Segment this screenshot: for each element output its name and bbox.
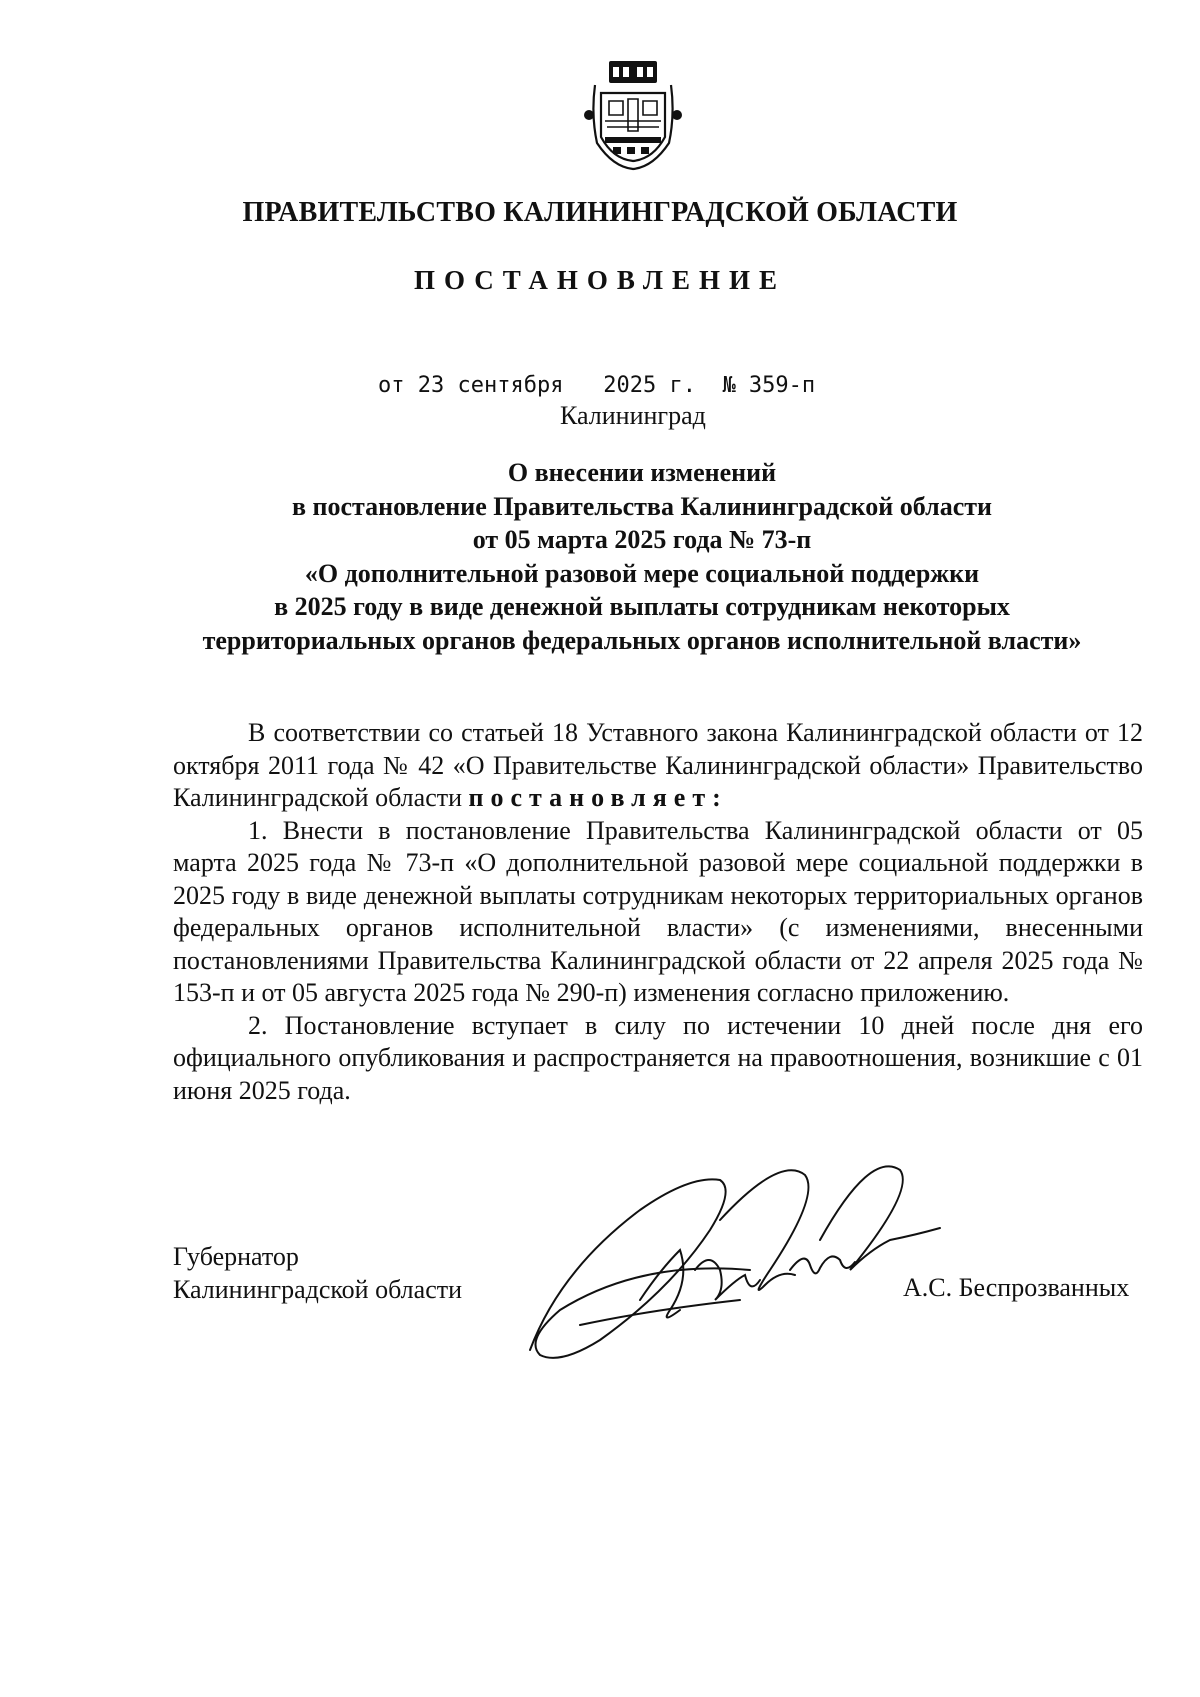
- item-2-paragraph: 2. Постановление вступает в силу по истечении 10 дней после дня его официального опубликования и распространяется на правоотношения, возникшие с 01 июня 2025 года.: [173, 1010, 1143, 1105]
- title-line: «О дополнительной разовой мере социальной поддержки: [304, 558, 980, 588]
- item-1-paragraph: 1. Внести в постановление Правительства Калининградской области от 05 марта 2025 года № 73-п «О дополнительной разовой мере социальной поддержки в 2025 году в виде денежной выплаты сотрудникам некоторых территориальных органов федеральных органов исполнительной власти» (с изменениями, внесенными постановлениями Правительства Калининградской области от 22 апреля 2025 года № 153-п и от 05 августа 2025 года № 290-п) изменения согласно приложению.: [173, 815, 1143, 1007]
- title-line: в 2025 году в виде денежной выплаты сотрудникам некоторых: [274, 592, 1010, 621]
- city-name: Калининград: [560, 401, 706, 430]
- title-line: территориальных органов федеральных органов исполнительной власти»: [202, 625, 1082, 655]
- organization-name: ПРАВИТЕЛЬСТВО КАЛИНИНГРАДСКОЙ ОБЛАСТИ: [242, 197, 958, 228]
- document-body: [173, 717, 1143, 1107]
- role-line: Калининградской области: [173, 1275, 463, 1304]
- document-title: [150, 456, 1134, 657]
- handwritten-signature-icon: [520, 1150, 950, 1380]
- signatory-role: [173, 1240, 462, 1306]
- title-line: от 05 марта 2025 года № 73-п: [472, 525, 812, 554]
- preamble-text: В соответствии со статьей 18 Уставного закона Калининградской области от 12 октября 2011 года № 42 «О Правительстве Калининградской области» Правительство Калининградской области: [173, 718, 1143, 812]
- document-type: ПОСТАНОВЛЕНИЕ: [413, 265, 787, 295]
- date-year: 2025 г.: [603, 373, 696, 398]
- coat-of-arms-icon: [583, 55, 683, 173]
- decree-word: постановляет:: [468, 783, 728, 812]
- preamble-paragraph: [173, 717, 1143, 815]
- date-month: сентября: [457, 373, 564, 398]
- title-line: в постановление Правительства Калининградской области: [291, 491, 993, 521]
- date-prefix: от: [378, 373, 405, 398]
- date-day: 23: [417, 373, 445, 398]
- date-number-line: [378, 373, 815, 398]
- signatory-name: А.С. Беспрозванных: [903, 1273, 1130, 1302]
- document-number: № 359-п: [722, 373, 816, 398]
- role-line: Губернатор: [173, 1242, 299, 1271]
- title-line: О внесении изменений: [507, 458, 777, 487]
